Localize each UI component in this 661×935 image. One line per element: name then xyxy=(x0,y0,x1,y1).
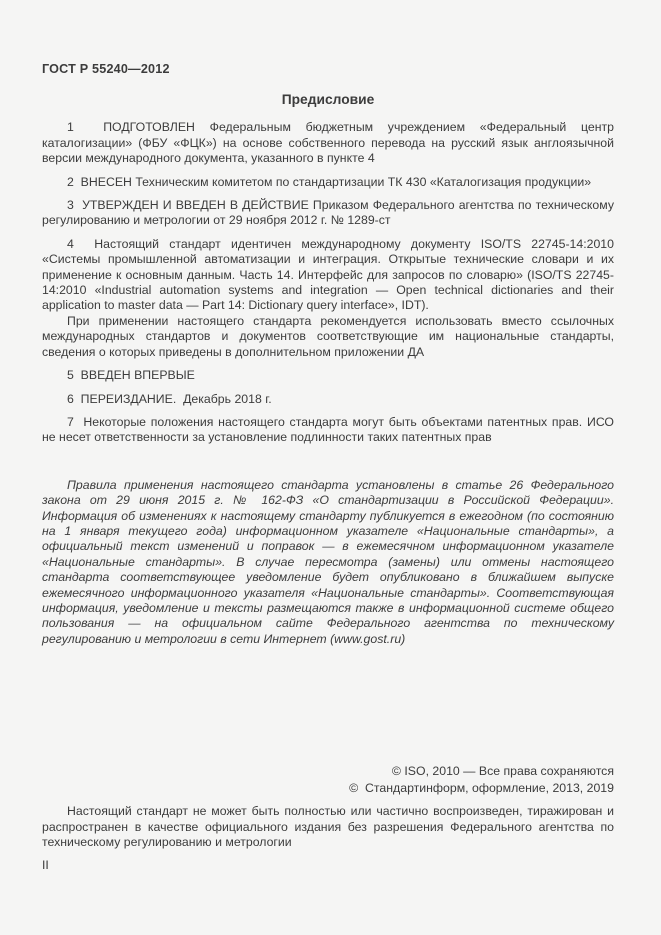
legal-application-notice: Правила применения настоящего стандарта установлены в статье 26 Федерального закона от 29 июня 2015 г. № 162-ФЗ «О стандартизации в Российской Федерации». Информация об изменениях к настоящему стандарту публикуется в ежегодном (по состоянию на 1 января текущего года) информационном указателе «Национальные стандарты», а официальный текст изменений и поправок — в ежемесячном информационном указателе «Национальные стандарты». В случае пересмотра (замены) или отмены настоящего стандарта соответствующее уведомление будет опубликовано в ближайшем выпуске ежемесячного информационного указателя «Национальные стандарты». Соответствующая информация, уведомление и тексты размещаются также в информационной системе общего пользования — на официальном сайте Федерального агентства по техническому регулированию и метрологии в сети Интернет (www.gost.ru) xyxy=(42,477,614,646)
foreword-item-3: 3 УТВЕРЖДЕН И ВВЕДЕН В ДЕЙСТВИЕ Приказом Федерального агентства по техническому регулированию и метрологии от 29 ноября 2012 г. № 1289-ст xyxy=(42,198,614,228)
foreword-item-7: 7 Некоторые положения настоящего стандарта могут быть объектами патентных прав. ИСО не несет ответственности за установление подлинности таких патентных прав xyxy=(42,414,614,445)
foreword-item-4: 4 Настоящий стандарт идентичен международному документу ISO/TS 22745-14:2010 «Системы промышленной автоматизации и интеграция. Открытые технические словари и их применение к основным данным. Часть 14. Интерфейс для запросов по словарю» (ISO/TS 22745-14:2010 «Industrial automation systems and integration — Open technical dictionaries and their application to master data — Part 14: Dictionary query interface», IDT). xyxy=(42,236,614,313)
copyright-standartinform: © Стандартинформ, оформление, 2013, 2019 xyxy=(349,780,614,795)
foreword-item-4-note: При применении настоящего стандарта рекомендуется использовать вместо ссылочных международных стандартов и документов соответствующие им национальные стандарты, сведения о которых приведены в дополнительном приложении ДА xyxy=(42,313,614,359)
foreword-item-6: 6 ПЕРЕИЗДАНИЕ. Декабрь 2018 г. xyxy=(67,391,272,406)
page-title: Предисловие xyxy=(281,92,375,108)
reproduction-notice: Настоящий стандарт не может быть полностью или частично воспроизведен, тиражирован и распространен в качестве официального издания без разрешения Федерального агентства по техническому регулированию и метрологии xyxy=(42,804,614,849)
copyright-block xyxy=(42,763,614,796)
doc-code: ГОСТ Р 55240—2012 xyxy=(42,62,170,76)
copyright-iso: © ISO, 2010 — Все права сохраняются xyxy=(391,764,614,779)
foreword-item-1: 1 ПОДГОТОВЛЕН Федеральным бюджетным учреждением «Федеральный центр каталогизации» (ФБУ «ФЦК») на основе собственного перевода на русский язык англоязычной версии международного документа, указанного в пункте 4 xyxy=(42,120,614,166)
foreword-item-2: 2 ВНЕСЕН Техническим комитетом по стандартизации ТК 430 «Каталогизация продукции» xyxy=(67,174,592,189)
page-number: II xyxy=(42,858,49,873)
foreword-item-5: 5 ВВЕДЕН ВПЕРВЫЕ xyxy=(67,368,195,383)
